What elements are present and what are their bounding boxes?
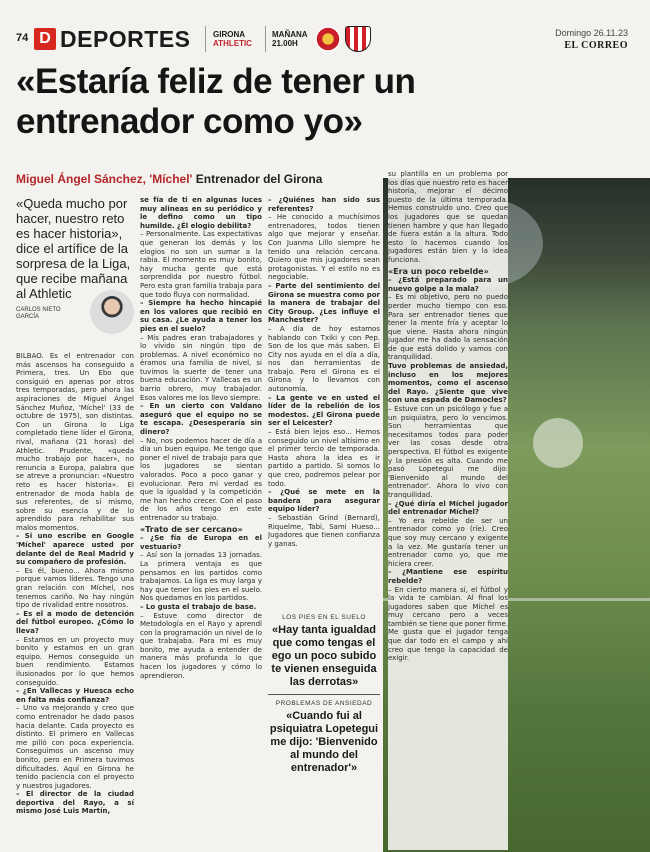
page-header xyxy=(0,0,650,58)
photo-ball xyxy=(533,418,583,468)
answer: – Estamos en un proyecto muy bonito y estamos en un gran equipo. Hemos conseguido un buen rendimiento. Estamos ilusionados por lo que hemos conseguido. xyxy=(16,635,134,687)
answer: – Es mi objetivo, pero no puedo perder mucho tiempo con eso. Para ser entrenador tienes que tener la mente fría y aceptar lo que viene. Hasta ahora ningún jugador me ha dado la sensación de que está dolido y vamos con tranquilidad. xyxy=(388,293,508,362)
article-column-2 xyxy=(140,196,262,846)
match-day: MAÑANA xyxy=(272,30,308,39)
article-intro: «Queda mucho por hacer, nuestro reto es hacer historia», dice el artífice de la sorpresa de la Liga, que recibe mañana al Athletic xyxy=(16,196,131,301)
page-number: 74 xyxy=(16,32,29,44)
pull-quotes xyxy=(268,614,380,775)
answer: – Mis padres eran trabajadores y lo vivido sin ningún tipo de problemas. A nivel económico no éramos una familia de nivel, si tuvimos la suerte de tener una buena educación. Y Vallecas es un barrio obrero, muy trabajador. Esos valores me los llevo siempre. xyxy=(140,333,262,402)
interviewee-name: Miguel Ángel Sánchez, 'Míchel' xyxy=(16,172,193,186)
question: – ¿Quiénes han sido sus referentes? xyxy=(268,196,380,213)
paragraph: su plantilla en un problema por los días que nuestro reto es hacer historia, mejorar el décimo puesto de la última temporada. Hemos construido uno. Creo que los jugadores que se quedan tienen hambre y que han llegado de fuera están a la altura. Todo esto lo hacemos cuando los jugadores están bien y la idea funciona. xyxy=(388,170,508,264)
pull-quote-divider xyxy=(268,694,380,695)
answer: – Así son la jornadas 13 jornadas. La primera ventaja es que pensamos en los partidos como trabajamos. La liga es muy larga y hay que tener los pies en el suelo. Nos quedamos en los partidos. xyxy=(140,551,262,603)
author-avatar xyxy=(90,290,134,334)
author xyxy=(16,307,61,321)
header-divider xyxy=(205,26,206,52)
question: – ¿Está preparado para un nuevo golpe a la mala? xyxy=(388,276,508,293)
match-schedule xyxy=(272,30,308,48)
pull-quote: «Hay tanta igualdad que como tengas el ego un poco subido te vienen enseguida las derrotas» xyxy=(271,624,377,688)
question: – Siempre ha hecho hincapié en los valores que recibió en su casa. ¿Le ayuda a tener los pies en el suelo? xyxy=(140,299,262,333)
answer: – Yo era rebelde de ser un entrenador como yo (ríe). Creo que soy muy cercano y exigente a la vez. Me gustaría tener un entrenador como yo, que me hiciera creer. xyxy=(388,516,508,568)
newspaper-name: EL CORREO xyxy=(564,40,628,51)
answer: – Estuve como director de Metodología en el Rayo y aprendí con la programación un nivel de lo que trabajaba. Para mí es muy bonito, me ayuda a entender de manera más profunda lo que hacen los jugadores y cómo lo aprendieron. xyxy=(140,611,262,680)
team-away: ATHLETIC xyxy=(213,39,252,48)
question: – En un cierto con Valdano aseguró que el equipo no se te escapa. ¿Desesperaría sin dinero? xyxy=(140,402,262,437)
author-surname: GARCÍA xyxy=(16,314,40,320)
question: – ¿En Vallecas y Huesca echo en falta más confianza? xyxy=(16,687,134,704)
question: – Parte del sentimiento del Girona se muestra como por la manera de trabajar del City Group. ¿Les influye el Manchester? xyxy=(268,281,380,325)
answer: – He conocido a muchísimos entrenadores, todos tienen algo que mejorar y enseñar. Con Juanma Lillo siempre he tenido una relación cercana. Quiero que mis jugadores sean protagonistas. Y el estilo no es negociable. xyxy=(268,213,380,282)
author-name: CARLOS NIETO xyxy=(16,307,61,313)
girona-crest-icon xyxy=(315,26,341,52)
question: – La gente ve en usted el líder de la rebelión de los modestos. ¿El Girona puede ser el Leicester? xyxy=(268,393,380,428)
team-home: GIRONA xyxy=(213,30,245,39)
question: – ¿Se fía de Europa en el vestuario? xyxy=(140,534,262,551)
answer: – Es él, bueno... Ahora mismo porque vamos líderes. Tengo una gran relación con Míchel, nos tenemos cariño. No hay ningún tipo de rivalidad entre nosotros. xyxy=(16,566,134,610)
question: se fía de ti en algunas luces muy alineas en su periódico y le defino como un tipo humilde. ¿Él elogio debilita? xyxy=(140,196,262,230)
headline: «Estaría feliz de tener un entrenador como yo» xyxy=(16,62,416,141)
athletic-crest-icon xyxy=(345,26,371,52)
article-column-3 xyxy=(268,196,380,646)
answer: – Uno va mejorando y creo que como entrenador he dado pasos hacia delante. Cada proyecto es distinto. El primero en Vallecas me pilló con poca experiencia. Conseguimos un ascenso muy bonito, pero en Primera tuvimos dificultades. Aquí en Girona he tenido paciencia con el proyecto y nuestros jugadores. xyxy=(16,704,134,790)
question: – Si uno escribe en Google 'Míchel' aparece usted por delante del de Real Madrid y su compañero de profesión. xyxy=(16,532,134,567)
pull-quote-tag: LOS PIES EN EL SUELO xyxy=(282,614,366,621)
paragraph: BILBAO. Es el entrenador con más ascensos ha conseguido a Primera, tres. Un Ebo que consiguió en apenas por otros tres temporadas, pero ahora las aspiraciones de Miguel Ángel Sánchez Muñoz, 'Míchel' (33 de octubre de 1975), son distintas. Con un Girona lo Liga completado tiene líder el Girona, rival, mañana (21 horas) del Athletic. Prudente, «queda mucho trabajo por hacer», no renuncia a Europa, palabra que se atreve a pronunciar: «Nuestro reto es hacer historia». El entrenador de moda habla de sus referentes, de sí mismo, sobre su esencia y de lo aprendido para rehabilitar sus malos momentos. xyxy=(16,352,134,532)
answer: – En cierto manera sí, el fútbol y la vida te cambian. Al final los jugadores saben que Míchel es muy cercano pero a veces también se tiene que poner firme. Me gusta que el jugador tenga que dar todo en el campo y ahí creo que tengo la capacidad de exigir. xyxy=(388,585,508,663)
question: – Lo gusta el trabajo de base. xyxy=(140,602,257,611)
pull-quote: «Cuando fui al psiquiatra Lopetegui me dijo: 'Bienvenido al mundo del entrenador'» xyxy=(269,710,379,774)
answer: – Estuve con un psicólogo y fue a un psiquiatra, pero lo vencimos. Son herramientas que necesitamos todos para poder ver las cosas desde otra perspectiva. El fútbol es exigente y la presión es alta. Cuando me pasó Lopetegui me dijo: 'Bienvenido al mundo del entrenador'. Ahora lo vivo con tranquilidad. xyxy=(388,405,508,499)
question: – ¿Mantiene ese espíritu rebelde? xyxy=(388,568,508,585)
question: Tuvo problemas de ansiedad, incluso en los mejores momentos, como el ascenso del Rayo. ¿Siente que vive con una espada de Damocles? xyxy=(388,362,508,405)
answer: – Está bien lejos eso... Hemos conseguido un nivel altísimo en el primer tercio de temporada. Hasta ahora la idea es ir partido a partido. Si somos lo que creo, podremos pelear por todo. xyxy=(268,428,380,488)
section-badge: D xyxy=(34,28,56,50)
question: – ¿Qué diría el Míchel jugador del entrenador Míchel? xyxy=(388,499,508,517)
section-title: DEPORTES xyxy=(60,26,191,52)
answer: – Sebastián Grind (Bernard), Riquelme, Tabi, Sami Hueso... Jugadores que tienen confianza y ganas. xyxy=(268,513,380,548)
header-divider xyxy=(265,26,266,52)
match-time: 21.00H xyxy=(272,39,298,48)
answer: – Personalmente. Las expectativas que generan los demás y los elogios no son un sumar a la rabia. El momento es muy bonito, hay mucha gente que está sorprendida por nuestro fútbol. Pero esta gran familia trabaja para que todo fluya con normalidad. xyxy=(140,230,262,299)
article-column-4 xyxy=(388,170,508,850)
byline xyxy=(16,172,322,186)
answer: – No, nos podemos hacer de día a día un buen equipo. Me tengo que poner el nivel de trabajo para que los jugadores se sientan valorados. Poco a poco ganar y evolucionar. Pero mi verdad es que la igualdad y la competición me han hecho crecer. Con el paso de los años tengo en este entrenador su trabajo. xyxy=(140,436,262,522)
subheading: «Era un poco rebelde» xyxy=(388,266,489,276)
interviewee-role: Entrenador del Girona xyxy=(195,172,323,186)
issue-date: Domingo 26.11.23 xyxy=(555,28,628,38)
answer: – A día de hoy estamos hablando con Txiki y con Pep. Son de los que más saben. El City nos ayuda en el día a día, nos dan herramientas de trabajo. Pero el Girona es el Girona y lo llevamos con autonomía. xyxy=(268,324,380,394)
question: – ¿Qué se mete en la bandera para asegurar equipo líder? xyxy=(268,488,380,514)
question: – Es el a modo de detención del fútbol europeo. ¿Cómo lo lleva? xyxy=(16,609,134,635)
subheading: «Trato de ser cercano» xyxy=(140,524,243,534)
article-column-1 xyxy=(16,352,134,847)
pull-quote-tag: PROBLEMAS DE ANSIEDAD xyxy=(275,700,373,707)
question: – El director de la ciudad deportiva del Rayo, a sí mismo José Luis Martín, xyxy=(16,790,134,816)
match-teams xyxy=(213,30,252,48)
